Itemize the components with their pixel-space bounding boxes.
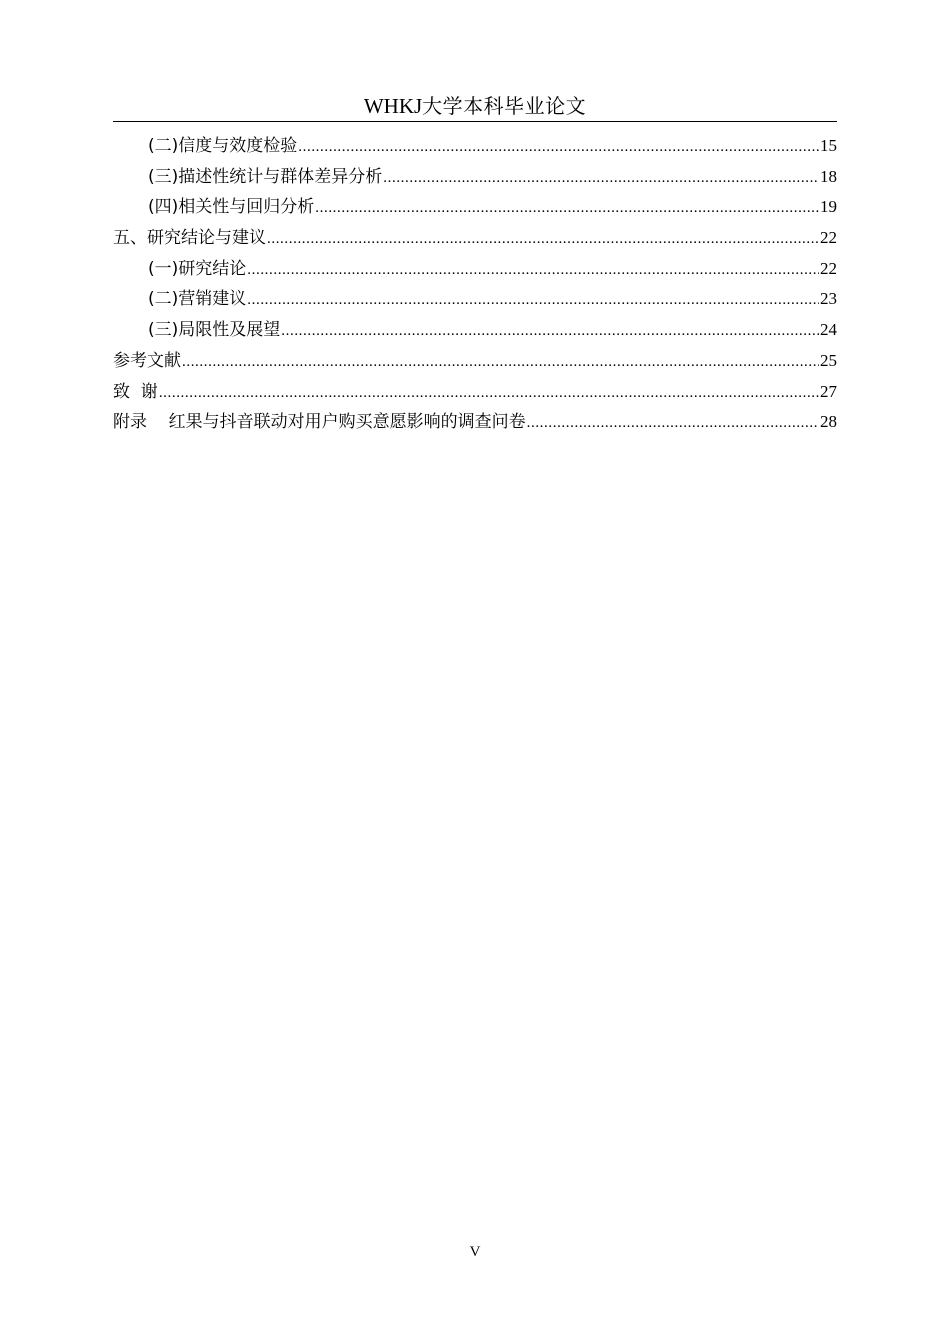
toc-entry-title: (二)信度与效度检验	[148, 136, 298, 156]
toc-entry-title: 参考文献	[113, 350, 181, 371]
toc-leader-dots	[383, 163, 819, 194]
toc-entry-page: 15	[820, 136, 837, 155]
toc-entry-page: 19	[820, 197, 837, 217]
toc-leader-dots	[298, 132, 819, 163]
toc-leader-dots	[247, 255, 819, 286]
header-rule	[113, 121, 837, 122]
toc-entry-title: (二)营销建议	[148, 289, 247, 310]
toc-entry-page: 27	[820, 381, 837, 401]
toc-entry-title: 五、研究结论与建议	[113, 228, 266, 249]
toc-entry-page: 18	[820, 166, 837, 186]
toc-entry[interactable]	[113, 223, 837, 254]
running-header	[113, 92, 837, 120]
toc-leader-dots	[281, 316, 819, 347]
toc-entry[interactable]	[113, 407, 837, 438]
toc-leader-dots	[159, 378, 819, 409]
header-abbreviation: WHKJ	[363, 94, 423, 118]
toc-leader-dots	[315, 193, 819, 224]
toc-leader-dots	[527, 408, 819, 439]
toc-entry[interactable]	[113, 254, 837, 285]
header-title: 大学本科毕业论文	[422, 94, 587, 118]
toc-entry-title: 致 谢	[113, 381, 158, 402]
toc-entry[interactable]	[113, 315, 837, 346]
toc-leader-dots	[247, 285, 819, 316]
toc-entry-title: (三)局限性及展望	[148, 320, 281, 341]
toc-entry-page: 23	[820, 289, 837, 309]
toc-entry[interactable]	[113, 284, 837, 315]
toc-entry-title: (三)描述性统计与群体差异分析	[148, 166, 383, 187]
toc-entry-page: 25	[820, 350, 837, 370]
toc-entry[interactable]	[113, 192, 837, 223]
page-number: V	[469, 1244, 481, 1260]
toc-entry[interactable]	[113, 162, 837, 193]
toc-entry-title: (四)相关性与回归分析	[148, 197, 315, 218]
toc-entry-page: 22	[820, 258, 837, 278]
toc-entry[interactable]	[113, 131, 837, 162]
toc-leader-dots	[182, 347, 819, 378]
toc-entry-title: (一)研究结论	[148, 258, 247, 279]
toc-entry-page: 22	[820, 228, 837, 248]
toc-leader-dots	[267, 224, 819, 255]
toc-entry-page: 24	[820, 320, 837, 340]
toc-entry-page: 28	[820, 412, 837, 432]
toc-entry-title: 附录 红果与抖音联动对用户购买意愿影响的调查问卷	[113, 412, 526, 433]
table-of-contents	[113, 131, 837, 438]
toc-entry[interactable]	[113, 346, 837, 377]
toc-entry[interactable]	[113, 377, 837, 408]
